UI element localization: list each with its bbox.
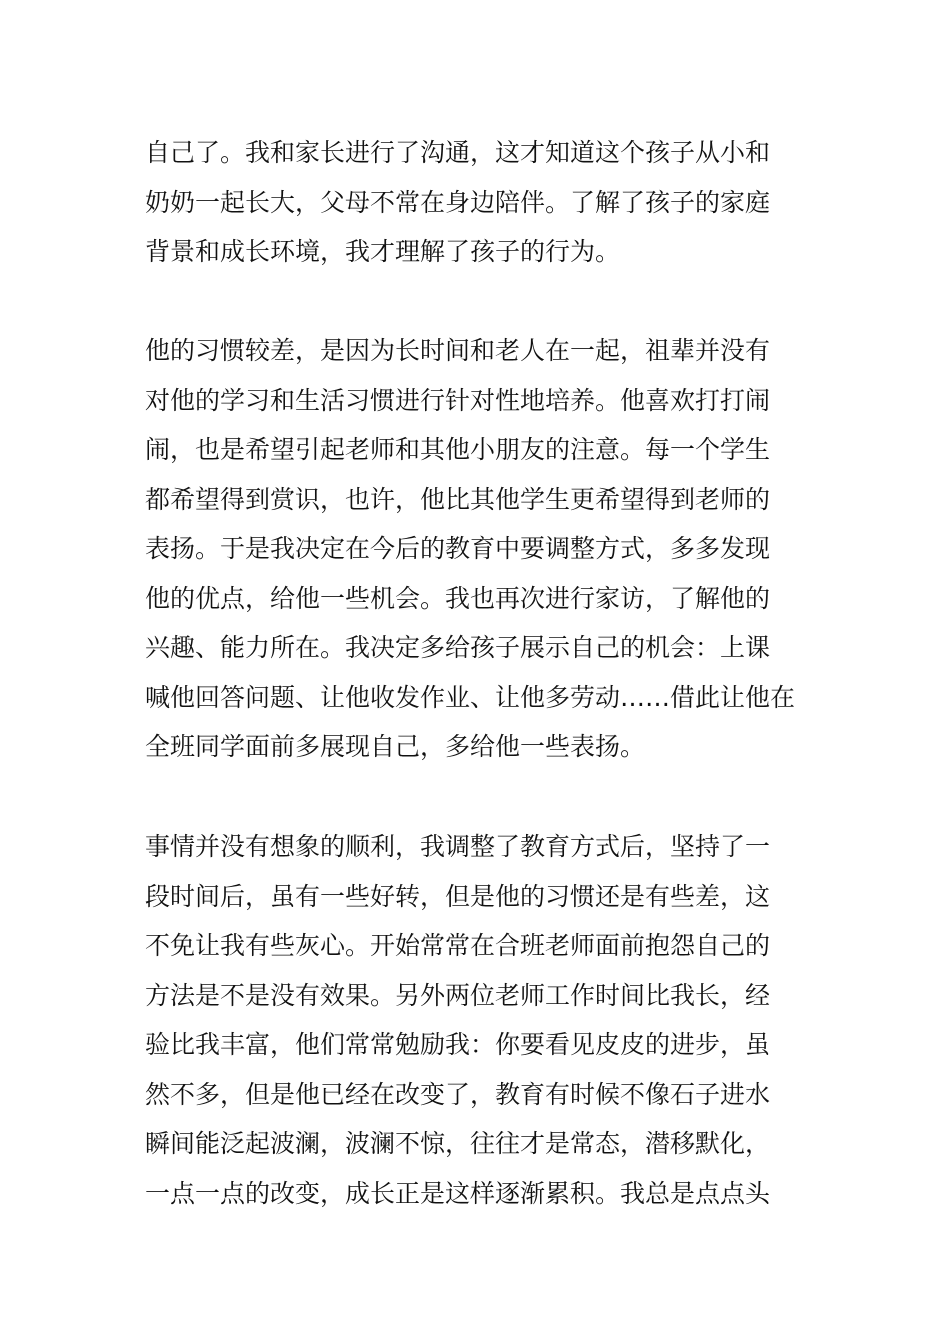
text-line: 瞬间能泛起波澜，波澜不惊，往往才是常态，潜移默化， xyxy=(145,1129,771,1158)
text-line: 自己了。我和家长进行了沟通，这才知道这个孩子从小和 xyxy=(145,138,771,167)
text-line: 事情并没有想象的顺利，我调整了教育方式后，坚持了一 xyxy=(145,832,771,861)
text-line: 验比我丰富，他们常常勉励我：你要看见皮皮的进步，虽 xyxy=(145,1030,771,1059)
paragraph-progress xyxy=(145,822,815,1218)
text-line: 全班同学面前多展现自己，多给他一些表扬。 xyxy=(145,732,646,761)
text-line: 兴趣、能力所在。我决定多给孩子展示自己的机会：上课 xyxy=(145,633,771,662)
text-line: 奶奶一起长大，父母不常在身边陪伴。了解了孩子的家庭 xyxy=(145,187,771,217)
text-line: 喊他回答问题、让他收发作业、让他多劳动……借此让他在 xyxy=(145,682,796,712)
text-line: 段时间后，虽有一些好转，但是他的习惯还是有些差，这 xyxy=(145,881,771,911)
paragraph-family-background xyxy=(145,128,815,277)
text-line: 他的优点，给他一些机会。我也再次进行家访，了解他的 xyxy=(145,583,771,613)
paragraph-habits xyxy=(145,326,815,772)
text-line: 方法是不是没有效果。另外两位老师工作时间比我长，经 xyxy=(145,980,771,1010)
text-line: 背景和成长环境，我才理解了孩子的行为。 xyxy=(145,237,621,266)
text-line: 闹，也是希望引起老师和其他小朋友的注意。每一个学生 xyxy=(145,435,771,464)
text-line: 表扬。于是我决定在今后的教育中要调整方式，多多发现 xyxy=(145,534,771,563)
text-line: 都希望得到赏识，也许，他比其他学生更希望得到老师的 xyxy=(145,484,771,514)
text-line: 然不多，但是他已经在改变了，教育有时候不像石子进水 xyxy=(145,1079,771,1109)
text-line: 对他的学习和生活习惯进行针对性地培养。他喜欢打打闹 xyxy=(145,385,771,415)
text-line: 不免让我有些灰心。开始常常在合班老师面前抱怨自己的 xyxy=(145,931,771,960)
text-line: 他的习惯较差，是因为长时间和老人在一起，祖辈并没有 xyxy=(145,336,771,365)
text-line: 一点一点的改变，成长正是这样逐渐累积。我总是点点头 xyxy=(145,1178,771,1208)
